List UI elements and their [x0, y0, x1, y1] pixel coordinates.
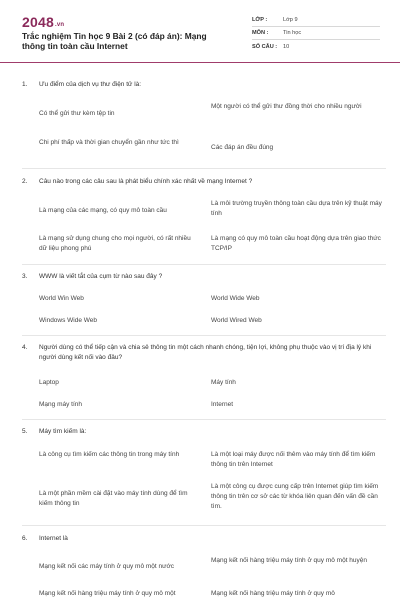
- answer-option-a[interactable]: Laptop: [39, 379, 59, 386]
- answer-option-b[interactable]: Máy tính: [211, 379, 236, 386]
- question-separator: [22, 264, 386, 265]
- meta-value: Tin học: [283, 30, 302, 36]
- answer-option-a[interactable]: World Win Web: [39, 295, 84, 302]
- meta-label: LỚP :: [252, 17, 268, 23]
- answer-option-a[interactable]: Có thể gửi thư kèm tệp tin: [39, 110, 115, 117]
- question-text: Ưu điểm của dịch vụ thư điện tử là:: [39, 81, 142, 88]
- question-number: 5.: [22, 428, 28, 435]
- question-number: 1.: [22, 81, 28, 88]
- meta-row-count: [252, 40, 380, 53]
- question-stem: [22, 80, 386, 90]
- question-stem: [22, 272, 386, 282]
- question-number: 6.: [22, 535, 28, 542]
- answer-option-c[interactable]: Windows Wide Web: [39, 317, 98, 324]
- answer-option-c[interactable]: Là một phần mềm cài đặt vào máy tính dùng để tìm kiếm thông tin: [39, 490, 188, 507]
- question-stem: [22, 427, 386, 437]
- site-logo[interactable]: 2048.vn: [22, 14, 65, 30]
- answer-option-d[interactable]: Là một công cụ được cung cấp trên Internet giúp tìm kiếm thông tin trên cơ sở các từ khóa liên quan đến vấn đề cần tìm.: [211, 483, 379, 510]
- answer-option-b[interactable]: Là môi trường truyền thông toàn cầu dựa trên kỹ thuật máy tính: [211, 200, 382, 217]
- question-separator: [22, 335, 386, 336]
- meta-panel: [252, 14, 380, 53]
- answer-option-d[interactable]: Internet: [211, 401, 234, 408]
- question-stem: [22, 177, 386, 187]
- question-text: WWW là viết tắt của cụm từ nào sau đây ?: [39, 273, 163, 280]
- answer-option-d[interactable]: Là mạng có quy mô toàn cầu hoạt động dựa trên giao thức TCP/IP: [211, 235, 381, 252]
- question-number: 4.: [22, 344, 28, 351]
- answer-option-d[interactable]: Các đáp án đều đúng: [211, 144, 274, 151]
- question-separator: [22, 419, 386, 420]
- answer-option-a[interactable]: Là công cụ tìm kiếm các thông tin trong máy tính: [39, 451, 180, 458]
- answer-option-b[interactable]: Một người có thể gửi thư đồng thời cho nhiều người: [211, 103, 362, 110]
- question-text: Máy tìm kiếm là:: [39, 428, 87, 435]
- meta-value: Lớp 9: [283, 17, 298, 23]
- logo-suffix: .vn: [54, 22, 65, 28]
- page-title: Trắc nghiệm Tin học 9 Bài 2 (có đáp án): Mạng thông tin toàn cầu Internet: [22, 31, 207, 51]
- question-text: Người dùng có thể tiếp cận và chia sẻ thông tin một cách nhanh chóng, tiện lợi, không phụ thuộc vào vị trí địa lý khi người dùng kết nối vào đâu?: [39, 344, 372, 361]
- question-number: 3.: [22, 273, 28, 280]
- answer-option-c[interactable]: Chi phí thấp và thời gian chuyển gần như tức thì: [39, 139, 179, 146]
- answer-option-d[interactable]: Mạng kết nối hàng triệu máy tính ở quy mô: [211, 590, 335, 597]
- meta-row-subject: [252, 27, 380, 40]
- meta-row-grade: [252, 14, 380, 27]
- question-separator: [22, 168, 386, 169]
- header-divider: [0, 62, 400, 63]
- answer-option-c[interactable]: Mạng kết nối hàng triệu máy tính ở quy mô một: [39, 590, 176, 597]
- answer-option-b[interactable]: World Wide Web: [211, 295, 260, 302]
- question-stem: [22, 343, 386, 363]
- answer-option-a[interactable]: Mạng kết nối các máy tính ở quy mô một nước: [39, 563, 174, 570]
- meta-label: MÔN :: [252, 30, 269, 36]
- answer-option-d[interactable]: World Wired Web: [211, 317, 262, 324]
- answer-option-c[interactable]: Là mạng sử dụng chung cho mọi người, có rất nhiều dữ liệu phong phú: [39, 235, 191, 252]
- question-text: Câu nào trong các câu sau là phát biểu chính xác nhất về mạng Internet ?: [39, 178, 253, 185]
- question-separator: [22, 525, 386, 526]
- answer-option-b[interactable]: Mạng kết nối hàng triệu máy tính ở quy mô một huyện: [211, 557, 368, 564]
- answer-option-a[interactable]: Là mạng của các mạng, có quy mô toàn cầu: [39, 207, 167, 214]
- question-stem: [22, 534, 386, 544]
- answer-option-b[interactable]: Là một loại máy được nối thêm vào máy tính để tìm kiếm thông tin trên Internet: [211, 451, 376, 468]
- header: [0, 0, 400, 62]
- meta-label: SỐ CÂU :: [252, 43, 278, 50]
- question-text: Internet là: [39, 535, 68, 542]
- answer-option-c[interactable]: Mạng máy tính: [39, 401, 82, 408]
- question-number: 2.: [22, 178, 28, 185]
- meta-value: 10: [283, 43, 290, 50]
